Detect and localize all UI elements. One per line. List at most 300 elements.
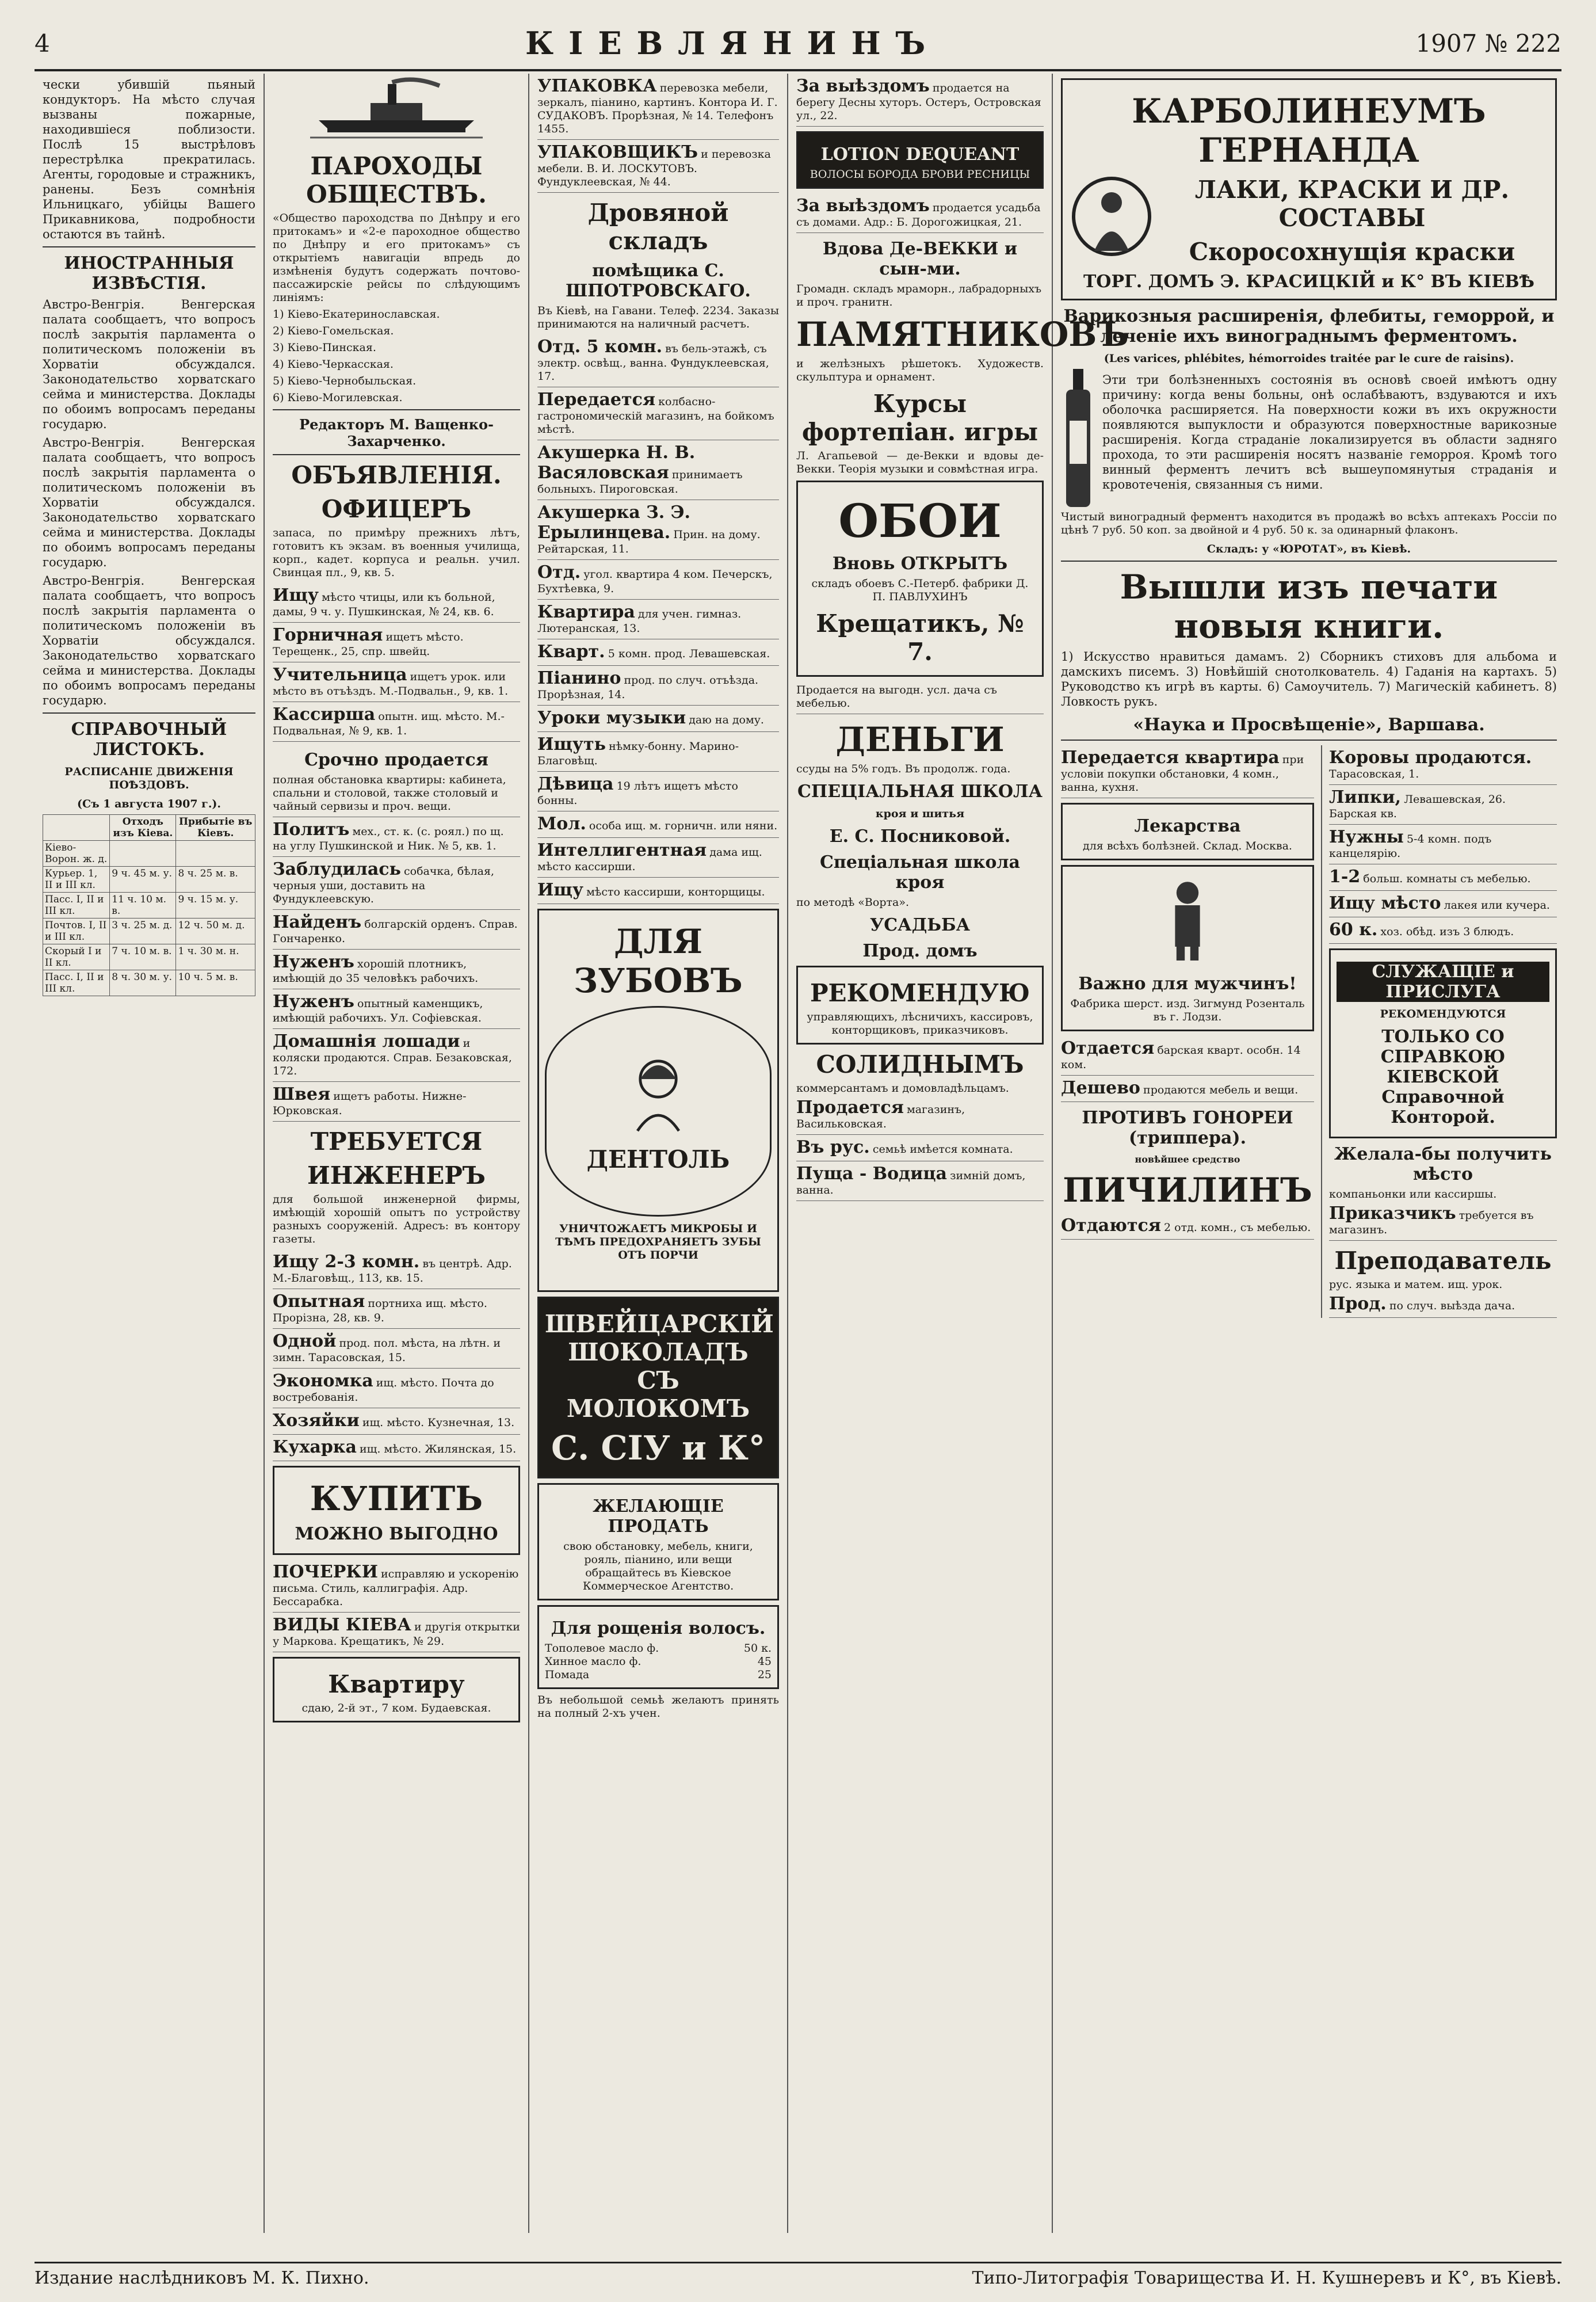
table-cell: 9 ч. 15 м. у. xyxy=(176,893,255,918)
ad-title: Прод. xyxy=(1329,1294,1387,1314)
school-name: Е. С. Посниковой. xyxy=(829,826,1011,847)
ad-text: опытн. ищ. мѣсто. М.-Подвальная, № 9, кв. 1. xyxy=(273,710,505,737)
col5-left-sub xyxy=(1061,745,1322,1318)
classified-ad xyxy=(1329,1201,1557,1241)
classified-ad xyxy=(537,600,779,639)
page-header xyxy=(35,17,1561,71)
men-title: Важно для мужчинъ! xyxy=(1078,974,1297,994)
ad-text: принимаетъ больныхъ. Пироговская. xyxy=(537,468,743,496)
masthead: КІЕВЛЯНИНЪ xyxy=(525,25,941,62)
classified-ad xyxy=(537,811,779,838)
wish-text: компаньонки или кассиршы. xyxy=(1329,1188,1497,1200)
news-paragraph: чески убившій пьяный кондукторъ. На мѣсто случая вызваны пожарные, находившіеся поблизости. Послѣ 15 выстрѣловъ перестрѣлка прекратилась. Агенты, городовые и стражникъ, ранены. Безъ сомнѣнія Ильницкаго, убійцы Вашего Прикавникова, подробности остаются въ тайнѣ. xyxy=(43,78,255,241)
dentol-ad-box xyxy=(537,909,779,1292)
lotion-text: ВОЛОСЫ БОРОДА БРОВИ РЕСНИЦЫ xyxy=(810,168,1030,181)
ad-text: мѣсто чтицы, или къ больной, дамы, 9 ч. у. Пушкинская, № 24, кв. 6. xyxy=(273,591,495,618)
classified-ad xyxy=(273,623,520,662)
ad-title: Дѣвица xyxy=(537,774,614,794)
classified-ad xyxy=(273,1082,520,1122)
ad-text: Тарасовская, 1. xyxy=(1329,768,1419,780)
family-ad: Въ небольшой семьѣ желаютъ принять на полный 2-хъ учен. xyxy=(537,1694,779,1720)
ad-text: и перевозка мебели. В. И. ЛОСКУТОВЪ. Фундуклеевская, № 44. xyxy=(537,148,771,188)
classified-ad xyxy=(273,950,520,989)
table-cell: Пасс. I, II и III кл. xyxy=(43,970,110,996)
foreign-news-text-repeat: Австро-Венгрія. Венгерская палата сообщаетъ, что вопросъ послѣ закрытія парламента о политическомъ положеніи въ Хорватіи обсуждался. Законодательство хорватскаго сейма и министерства. Доклады по обоимъ вопросамъ переданы государю. xyxy=(43,574,255,707)
classified-ad xyxy=(273,1029,520,1082)
column-header xyxy=(43,815,110,841)
classified-ad xyxy=(1061,1213,1314,1240)
price-item: Тополевое масло ф. xyxy=(545,1642,659,1655)
ad-title: Акушерка З. Э. Ерылинцева. xyxy=(537,502,690,543)
ad-text: 5 комн. прод. Левашевская. xyxy=(608,647,770,660)
wood-owner: помѣщика С. ШПОТРОВСКАГО. xyxy=(566,261,751,301)
ad-title: Акушерка Н. В. Васяловская xyxy=(537,443,696,483)
buy-ad-box xyxy=(273,1466,520,1555)
ad-text: дама ищ. мѣсто кассирши. xyxy=(537,846,762,873)
recommend-text: управляющихъ, лѣсничихъ, кассировъ, конторщиковъ, приказчиковъ. xyxy=(807,1011,1033,1036)
required-heading: ТРЕБУЕТСЯ xyxy=(310,1127,483,1156)
ad-text: магазинъ, Васильковская. xyxy=(796,1103,965,1130)
table-cell: 1 ч. 30 м. н. xyxy=(176,944,255,970)
ad-title: Срочно продается xyxy=(304,750,488,770)
table-cell: Скорый I и II кл. xyxy=(43,944,110,970)
ad-title: 60 к. xyxy=(1329,920,1378,940)
guide-date: (Съ 1 августа 1907 г.). xyxy=(77,798,222,810)
ad-title: За выѣздомъ xyxy=(796,196,930,216)
teacher-text: рус. языка и матем. ищ. урок. xyxy=(1329,1278,1503,1291)
table-cell xyxy=(110,841,176,867)
divider xyxy=(43,712,255,714)
classified-ad xyxy=(273,1435,520,1461)
foreign-news-text: Австро-Венгрія. Венгерская палата сообщаетъ, что вопросъ послѣ закрытія парламента о политическомъ положеніи въ Хорватіи обсуждался. Законодательство хорватскаго сейма и министерства. Доклады по обоимъ вопросамъ переданы государю. xyxy=(43,298,255,431)
woman-portrait-icon xyxy=(624,1050,693,1136)
buy-text: МОЖНО ВЫГОДНО xyxy=(295,1524,498,1544)
column-3 xyxy=(529,74,788,2233)
ad-text: хоз. обѣд. изъ 3 блюдъ. xyxy=(1380,925,1514,938)
route-item: 3) Кіево-Пинская. xyxy=(273,341,376,354)
classified-ad xyxy=(1061,1076,1314,1102)
ad-text: особа ищ. м. горничн. или няни. xyxy=(589,820,778,832)
books-text: 1) Искусство нравиться дамамъ. 2) Сборникъ стиховъ для альбома и дамскихъ писемъ. 3) Новѣйшій снотолкователь. 4) Гаданія на картахъ. 5) Руководство къ игрѣ въ карты. 6) Самоучитель. 7) Магическій кабинетъ. 8) Ловкость рукъ. xyxy=(1061,650,1557,708)
ad-title: Нужны xyxy=(1329,827,1404,847)
divider xyxy=(1061,740,1557,741)
ad-text: требуется въ магазинъ. xyxy=(1329,1209,1534,1236)
classified-ad xyxy=(537,387,779,440)
officer-text: запаса, по примѣру прежнихъ лѣтъ, готовитъ къ экзам. въ военныя училища, корп., кадет. корпуса и реальн. учил. Свинцая пл., 9, кв. 5. xyxy=(273,527,520,579)
ads-title: ОБЪЯВЛЕНІЯ. xyxy=(291,461,502,489)
monuments-title: ПАМЯТНИКОВЪ xyxy=(796,315,1129,354)
classified-ad xyxy=(273,817,520,857)
ad-title: Заблудилась xyxy=(273,859,401,879)
classified-ad xyxy=(537,334,779,387)
ad-text: портниха ищ. мѣсто. Прорізна, 28, кв. 9. xyxy=(273,1297,487,1324)
foreign-news-title: ИНОСТРАННЫЯ ИЗВѢСТІЯ. xyxy=(64,253,234,294)
price-row xyxy=(545,1668,772,1682)
buy-title: КУПИТЬ xyxy=(310,1479,483,1518)
medicine-text: для всѣхъ болѣзней. Склад. Москва. xyxy=(1083,840,1292,852)
books-store: «Наука и Просвѣщеніе», Варшава. xyxy=(1133,715,1485,735)
steamship-title: ПАРОХОДЫ ОБЩЕСТВЪ. xyxy=(306,152,487,208)
ad-text: 5-4 комн. подъ канцелярію. xyxy=(1329,833,1492,860)
ad-title: Ищу 2-3 комн. xyxy=(273,1252,420,1272)
ad-text: и другія открытки у Маркова. Крещатикъ, № 29. xyxy=(273,1621,520,1648)
classified-ad xyxy=(796,1135,1044,1161)
guide-title: СПРАВОЧНЫЙ ЛИСТОКЪ. xyxy=(71,719,227,760)
ad-title: Швея xyxy=(273,1084,331,1104)
column-header: Прибытіе въ Кіевъ. xyxy=(176,815,255,841)
ad-text: колбасно-гастрономическій магазинъ, на бойкомъ мѣстѣ. xyxy=(537,395,774,436)
classified-ad xyxy=(1329,825,1557,864)
men-text: Фабрика шерст. изд. Зигмунд Розенталь въ г. Лодзи. xyxy=(1070,997,1305,1023)
ad-text: собачка, бѣлая, черныя уши, доставить на Фундуклеевскую. xyxy=(273,865,495,905)
guide-subtitle: РАСПИСАНІЕ ДВИЖЕНІЯ ПОѢЗДОВЪ. xyxy=(64,765,234,791)
classified-ad xyxy=(537,140,779,193)
ad-title: 1-2 xyxy=(1329,867,1361,887)
apartment-box xyxy=(273,1657,520,1722)
carbolineum-title: КАРБОЛИНЕУМЪ ГЕРНАНДА xyxy=(1132,92,1486,170)
classified-ad xyxy=(273,1408,520,1435)
divider xyxy=(273,409,520,410)
ad-title: Кухарка xyxy=(273,1437,357,1457)
classified-ad xyxy=(1061,745,1314,798)
classified-ad xyxy=(1329,1291,1557,1318)
carbolineum-fast: Скоросохнущія краски xyxy=(1189,238,1515,266)
classified-ad xyxy=(537,732,779,772)
ad-title: Кассирша xyxy=(273,704,376,725)
dentol-brand: ДЕНТОЛЬ xyxy=(586,1145,730,1173)
ad-text: мѣсто кассирши, конторщицы. xyxy=(586,886,765,898)
ad-title: Опытная xyxy=(273,1291,365,1312)
classified-ad xyxy=(273,1329,520,1369)
classified-ad xyxy=(1061,1036,1314,1076)
ad-title: Квартира xyxy=(537,602,635,622)
varix-subtitle: (Les varices, phlébites, hémorroides traitée par le cure de raisins). xyxy=(1104,352,1514,365)
ad-title: Интеллигентная xyxy=(537,840,707,860)
wish-title: Желала-бы получить мѣсто xyxy=(1334,1144,1552,1184)
gonorrhea-title: ПРОТИВЪ ГОНОРЕИ (триппера). xyxy=(1082,1108,1293,1148)
price-item: Хинное масло ф. xyxy=(545,1655,642,1668)
money-text: ссуды на 5% годъ. Въ продолж. года. xyxy=(796,763,1011,775)
classified-ad xyxy=(273,910,520,950)
classified-ad xyxy=(1329,917,1557,944)
school2-title: Спеціальная школа кроя xyxy=(820,852,1020,893)
publisher-line: Издание наслѣдниковъ М. К. Пихно. xyxy=(35,2267,369,2288)
classified-ad xyxy=(537,440,779,500)
column-5 xyxy=(1053,74,1565,2233)
wood-title: Дровяной складъ xyxy=(587,199,729,255)
ad-text: болгарскій орденъ. Справ. Гончаренко. xyxy=(273,918,518,945)
page-footer xyxy=(35,2262,1561,2292)
table-row xyxy=(43,867,255,893)
apartment-title: Квартиру xyxy=(328,1670,465,1698)
monuments-text: и желѣзныхъ рѣшетокъ. Художеств. скульптура и орнамент. xyxy=(796,357,1044,383)
ad-title: Пуща - Водица xyxy=(796,1164,947,1184)
classified-ad xyxy=(537,772,779,811)
divider xyxy=(43,246,255,247)
classified-ad xyxy=(1329,785,1557,825)
ad-title: Одной xyxy=(273,1331,337,1351)
ad-text: полная обстановка квартиры: кабинета, спальни и столовой, также столовый и чайный сервизы и проч. вещи. xyxy=(273,773,506,813)
teacher-title: Преподаватель xyxy=(1334,1247,1552,1275)
classified-ad xyxy=(273,1249,520,1289)
classified-ad xyxy=(796,1161,1044,1201)
ad-text: прод. пол. мѣста, на лѣтн. и зимн. Тарасовская, 15. xyxy=(273,1337,501,1364)
ad-text: больш. комнаты съ мебелью. xyxy=(1363,872,1531,885)
ad-title: Найденъ xyxy=(273,912,362,932)
ad-text: ищетъ мѣсто. Терещенк., 25, спр. швейц. xyxy=(273,631,464,658)
classified-ad xyxy=(273,742,520,817)
classified-ad xyxy=(537,639,779,666)
classified-ad xyxy=(796,1095,1044,1135)
lotion-ad-box xyxy=(796,131,1044,189)
classified-ad xyxy=(1329,745,1557,785)
classified-ad xyxy=(796,74,1044,127)
table-row xyxy=(43,918,255,944)
ad-text: Прин. на дому. Рейтарская, 11. xyxy=(537,528,761,555)
steamship-icon xyxy=(310,77,483,146)
wallpaper-owner: складъ обоевъ С.-Петерб. фабрики Д. П. ПАВЛУХИНЪ xyxy=(811,577,1029,603)
wood-text: Въ Кіевѣ, на Гавани. Телеф. 2234. Заказы принимаются на наличный расчетъ. xyxy=(537,304,779,330)
solid-title: СОЛИДНЫМЪ xyxy=(816,1050,1024,1078)
officer-heading: ОФИЦЕРЪ xyxy=(321,495,472,523)
ad-title: Ищуть xyxy=(537,734,606,754)
ad-title: УПАКОВКА xyxy=(537,76,657,96)
ad-title: Передается xyxy=(537,390,656,410)
ad-title: Нуженъ xyxy=(273,952,354,972)
table-cell: 8 ч. 25 м. в. xyxy=(176,867,255,893)
ad-title: Ищу xyxy=(273,585,319,605)
wallpaper-subtitle: Вновь ОТКРЫТЪ xyxy=(832,554,1008,574)
ad-title: Отд. xyxy=(537,562,581,582)
classified-ad xyxy=(273,702,520,742)
ad-title: ПОЧЕРКИ xyxy=(273,1562,378,1582)
servants-text: ТОЛЬКО СО СПРАВКОЮ КІЕВСКОЙ Справочной Конторой. xyxy=(1380,1027,1506,1127)
ad-title: Домашнія лошади xyxy=(273,1031,460,1051)
ad-text: для учен. гимназ. Лютеранская, 13. xyxy=(537,608,742,635)
ad-text: барская кварт. особн. 14 ком. xyxy=(1061,1044,1301,1071)
wallpaper-address: Крещатикъ, № 7. xyxy=(816,609,1024,666)
table-cell: Кіево-Ворон. ж. д. xyxy=(43,841,110,867)
men-ad-box xyxy=(1061,865,1314,1031)
route-item: 5) Кіево-Чернобыльская. xyxy=(273,375,417,387)
table-cell: 8 ч. 30 м. у. xyxy=(110,970,176,996)
table-cell: 3 ч. 25 м. д. xyxy=(110,918,176,944)
ad-text: 2 отд. комн., съ мебелью. xyxy=(1164,1221,1311,1234)
classified-ad xyxy=(1329,864,1557,891)
classified-ad xyxy=(273,1289,520,1329)
dentol-text: УНИЧТОЖАЕТЪ МИКРОБЫ И ТѢМЪ ПРЕДОХРАНЯЕТЪ ЗУБЫ ОТЪ ПОРЧИ xyxy=(555,1222,761,1261)
varix-text: Эти три болѣзненныхъ состоянія въ основѣ своей имѣютъ одну причину: когда вены больны, онѣ ослабѣваютъ, вздуваются и ихъ оболочка расширяется. На поверхности кожи въ ихъ окружности появляются выпуклости и образуются поверхностные варикозные расширенія. Когда страданіе локализируется въ области задняго прохода, то эти расширенія носятъ названіе геморроя. Кромѣ того винный ферментъ лечитъ всѣ вышеупомянутыя страданія и кровотеченія, связанныя съ ними. xyxy=(1102,373,1557,491)
table-cell: 7 ч. 10 м. в. xyxy=(110,944,176,970)
ad-text: по случ. выѣзда дача. xyxy=(1389,1299,1515,1312)
ad-text: продается усадьба съ домами. Адр.: Б. Дорогожицкая, 21. xyxy=(796,201,1041,228)
chocolate-brand: С. СІУ и К° xyxy=(551,1428,766,1468)
painter-icon xyxy=(1068,173,1155,260)
dentol-oval xyxy=(545,1006,772,1217)
wallpaper-ad-box xyxy=(796,481,1044,677)
table-cell: Почтов. I, II и III кл. xyxy=(43,918,110,944)
recommend-title: РЕКОМЕНДУЮ xyxy=(810,979,1030,1007)
table-row xyxy=(43,893,255,918)
ad-text: перевозка мебели, зеркалъ, піанино, картинъ. Контора И. Г. СУДАКОВЪ. Прорѣзная, № 14. Телефонъ 1455. xyxy=(537,82,778,135)
apartment-text: сдаю, 2-й эт., 7 ком. Будаевская. xyxy=(301,1702,491,1714)
school-title: СПЕЦІАЛЬНАЯ ШКОЛА xyxy=(797,782,1043,802)
column-header: Отходъ изъ Кіева. xyxy=(110,815,176,841)
ad-text: ищ. мѣсто. Кузнечная, 13. xyxy=(362,1416,515,1429)
school-subtitle: кроя и шитья xyxy=(875,807,965,820)
ad-text: продается на берегу Десны хуторъ. Остеръ, Островская ул., 22. xyxy=(796,82,1041,122)
divider xyxy=(1061,561,1557,562)
column-1 xyxy=(35,74,265,2233)
ad-text: семьѣ имѣется комната. xyxy=(872,1143,1013,1156)
divider xyxy=(273,454,520,455)
classified-ad xyxy=(537,500,779,560)
pichilin-title: ПИЧИЛИНЪ xyxy=(1063,1171,1312,1210)
varix-body xyxy=(1061,369,1557,507)
classified-ad xyxy=(537,666,779,706)
sale-ad: Продается на выгодн. усл. дача съ мебелью. xyxy=(796,681,1044,714)
table-row xyxy=(43,841,255,867)
ad-title: Липки, xyxy=(1329,787,1402,807)
ad-title: Политъ xyxy=(273,820,350,840)
col5-right-sub xyxy=(1322,745,1557,1318)
ad-text: угол. квартира 4 ком. Печерскъ, Бухтѣевка, 9. xyxy=(537,568,773,595)
ad-title: Ищу мѣсто xyxy=(1329,893,1441,913)
dentol-title: ДЛЯ ЗУБОВЪ xyxy=(574,922,743,1000)
carbolineum-house: ТОРГ. ДОМЪ Э. КРАСИЦКІЙ и К° ВЪ КІЕВѢ xyxy=(1083,272,1534,292)
classified-ad xyxy=(537,560,779,600)
hair-ad-box xyxy=(537,1605,779,1689)
issue-number: 1907 № 222 xyxy=(1415,29,1561,58)
ad-text: даю на дому. xyxy=(689,714,764,726)
servants-title: СЛУЖАЩІЕ и ПРИСЛУГА xyxy=(1337,962,1549,1002)
ad-text: ищетъ урок. или мѣсто въ отъѣздъ. М.-Подвальн., 9, кв. 1. xyxy=(273,670,509,698)
ad-title: Передается квартира xyxy=(1061,748,1280,768)
train-schedule-table xyxy=(43,814,255,996)
varix-store: Складъ: у «ЮРОТАТ», въ Кіевѣ. xyxy=(1206,543,1411,555)
ad-title: Отдаются xyxy=(1061,1215,1161,1236)
sell-text: свою обстановку, мебель, книги, рояль, піанино, или вещи обращайтесь въ Кіевское Коммерческое Агентство. xyxy=(563,1540,753,1592)
classified-ad xyxy=(1329,891,1557,917)
editor-line: Редакторъ М. Ващенко-Захарченко. xyxy=(299,416,494,449)
ad-title: За выѣздомъ xyxy=(796,76,930,96)
servants-ad-box xyxy=(1329,948,1557,1138)
printer-line: Типо-Литографія Товарищества И. Н. Кушнеревъ и К°, въ Кіевѣ. xyxy=(972,2267,1561,2288)
table-cell: Пасс. I, II и III кл. xyxy=(43,893,110,918)
page-number: 4 xyxy=(35,29,50,58)
ad-title: Піанино xyxy=(537,668,621,688)
ad-text: ищетъ работы. Нижне-Юрковская. xyxy=(273,1090,467,1117)
school2-text: по методѣ «Ворта». xyxy=(796,896,910,909)
ad-title: Ищу xyxy=(537,880,584,900)
ad-text: при условіи покупки обстановки, 4 комн., ванна, кухня. xyxy=(1061,753,1304,794)
ad-title: Въ рус. xyxy=(796,1137,870,1157)
ad-title: Продается xyxy=(796,1097,904,1118)
table-cell: 12 ч. 50 м. д. xyxy=(176,918,255,944)
ad-text: хорошій плотникъ, имѣющій до 35 человѣкъ рабочихъ. xyxy=(273,958,479,985)
engineer-heading: ИНЖЕНЕРЪ xyxy=(307,1161,486,1190)
gonorrhea-text: новѣйшее средство xyxy=(1135,1154,1240,1165)
ad-text: продаются мебель и вещи. xyxy=(1143,1084,1299,1096)
ad-text: въ центрѣ. Адр. М.-Благовѣщ., 113, кв. 15. xyxy=(273,1257,512,1285)
carbolineum-subtitle: ЛАКИ, КРАСКИ И ДР. СОСТАВЫ xyxy=(1194,176,1510,232)
table-header-row xyxy=(43,815,255,841)
ad-text: нѣмку-бонну. Марино-Благовѣщ. xyxy=(537,740,739,767)
price-value: 50 к. xyxy=(743,1642,772,1655)
table-cell xyxy=(176,841,255,867)
servants-subtitle: РЕКОМЕНДУЮТСЯ xyxy=(1380,1008,1506,1020)
ad-text: ищ. мѣсто. Почта до востребованія. xyxy=(273,1377,494,1404)
ad-title: Дешево xyxy=(1061,1078,1140,1098)
carbolineum-ad-box xyxy=(1061,78,1557,300)
table-cell: 11 ч. 10 м. в. xyxy=(110,893,176,918)
solid-text: коммерсантамъ и домовладѣльцамъ. xyxy=(796,1082,1009,1095)
estate-title: УСАДЬБА xyxy=(869,915,971,935)
house-title: Прод. домъ xyxy=(862,941,978,961)
ad-text: прод. по случ. отъѣзда. Прорѣзная, 14. xyxy=(537,674,759,701)
col5-lower xyxy=(1061,745,1557,1318)
classified-ad xyxy=(273,1369,520,1408)
ad-title: Уроки музыки xyxy=(537,708,686,728)
table-row xyxy=(43,970,255,996)
table-row xyxy=(43,944,255,970)
recommend-ad-box xyxy=(796,966,1044,1045)
steamship-text: «Общество пароходства по Днѣпру и его притокамъ» и «2-е пароходное общество по Днѣпру и его притокамъ» съ открытіемъ навигаціи впредь до измѣненія будутъ содержать почтово-пассажирскіе рейсы по слѣдующимъ линіямъ: xyxy=(273,212,520,304)
ad-text: въ бель-этажѣ, съ электр. освѣщ., ванна. Фундуклеевская, 17. xyxy=(537,342,769,383)
foreign-news-text-repeat: Австро-Венгрія. Венгерская палата сообщаетъ, что вопросъ послѣ закрытія парламента о политическомъ положеніи въ Хорватіи обсуждался. Законодательство хорватскаго сейма и министерства. Доклады по обоимъ вопросамъ переданы государю. xyxy=(43,436,255,569)
table-cell: Курьер. 1, II и III кл. xyxy=(43,867,110,893)
price-item: Помада xyxy=(545,1668,590,1681)
classified-ad xyxy=(273,989,520,1029)
ad-title: Отд. 5 комн. xyxy=(537,337,663,357)
price-value: 25 xyxy=(757,1668,772,1681)
ad-text: опытный каменщикъ, имѣющій рабочихъ. Ул. Софіевская. xyxy=(273,997,483,1024)
ad-text: лакея или кучера. xyxy=(1444,899,1550,912)
medicine-title: Лекарства xyxy=(1134,816,1241,836)
classified-ad xyxy=(537,74,779,140)
sell-title: ЖЕЛАЮЩІЕ ПРОДАТЬ xyxy=(593,1496,724,1537)
bottle-icon xyxy=(1061,369,1095,507)
de-vekki-text: Громадн. складъ мраморн., лабрадорныхъ и проч. гранитн. xyxy=(796,283,1042,308)
books-title: Вышли изъ печати новыя книги. xyxy=(1120,567,1498,646)
chocolate-ad-box xyxy=(537,1297,779,1478)
route-item: 4) Кіево-Черкасская. xyxy=(273,358,394,371)
ad-title: Мол. xyxy=(537,814,586,834)
lotion-title: LOTION DEQUEANT xyxy=(820,144,1020,165)
ad-title: Хозяйки xyxy=(273,1411,360,1431)
engineer-text: для большой инженерной фирмы, имѣющій хорошій опытъ по устройству разныхъ сооруженій. Адресъ: въ контору газеты. xyxy=(273,1193,520,1245)
price-row xyxy=(545,1655,772,1668)
price-row xyxy=(545,1642,772,1655)
varix-title: Варикозныя расширенія, флебиты, геморрой, и леченіе ихъ винограднымъ ферментомъ. xyxy=(1063,306,1555,346)
ad-title: Экономка xyxy=(273,1371,373,1391)
ad-text: 19 лѣтъ ищетъ мѣсто бонны. xyxy=(537,780,738,807)
hair-title: Для рощенія волосъ. xyxy=(551,1618,766,1638)
ad-title: Горничная xyxy=(273,625,383,645)
ad-title: Учительница xyxy=(273,665,407,685)
ad-title: Нуженъ xyxy=(273,992,354,1012)
medicine-ad-box xyxy=(1061,803,1314,860)
route-item: 6) Кіево-Могилевская. xyxy=(273,391,403,404)
table-cell: 10 ч. 5 м. в. xyxy=(176,970,255,996)
classified-ad xyxy=(796,193,1044,233)
man-figure-icon xyxy=(1153,876,1222,962)
ad-text: зимній домъ, ванна. xyxy=(796,1169,1026,1196)
price-value: 45 xyxy=(757,1655,772,1668)
chocolate-title: ШВЕЙЦАРСКІЙ ШОКОЛАДЪ СЪ МОЛОКОМЪ xyxy=(545,1310,774,1423)
ad-title: ВИДЫ КІЕВА xyxy=(273,1615,411,1635)
ad-text: Левашевская, 26. Барская кв. xyxy=(1329,793,1506,820)
